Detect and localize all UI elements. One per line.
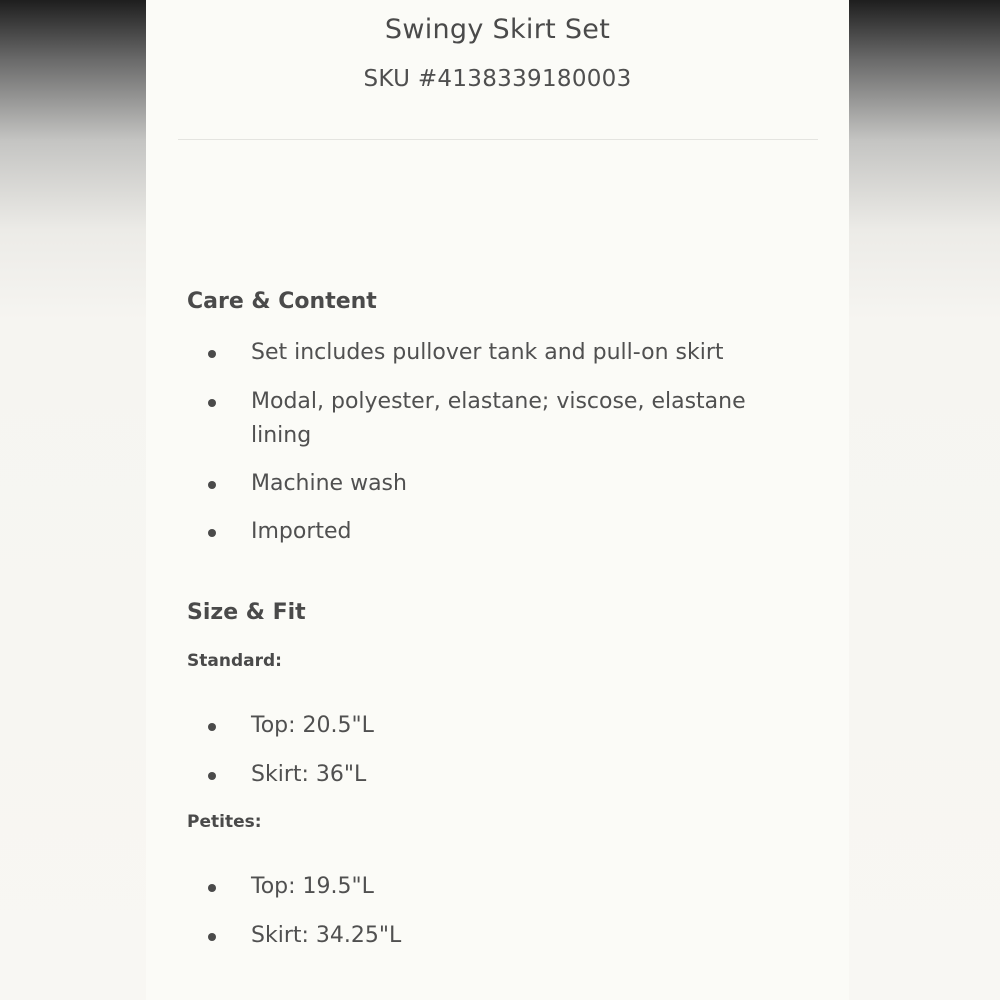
- list-item-text: Set includes pullover tank and pull-on skirt: [251, 340, 724, 365]
- list-item-text: Skirt: 36"L: [251, 762, 367, 787]
- list-item-text: Top: 19.5"L: [251, 874, 374, 899]
- bullet-icon: [208, 399, 216, 407]
- bullet-icon: [208, 481, 216, 489]
- care-content-heading: Care & Content: [187, 289, 377, 314]
- list-item-text: Imported: [251, 519, 352, 544]
- product-title: Swingy Skirt Set: [384, 14, 611, 45]
- product-sku: SKU #4138339180003: [363, 66, 632, 92]
- list-item-text: Machine wash: [251, 471, 407, 496]
- bullet-icon: [208, 529, 216, 537]
- bullet-icon: [208, 350, 216, 358]
- bullet-icon: [208, 772, 216, 780]
- standard-label: Standard:: [187, 651, 282, 671]
- product-details-panel: [146, 0, 849, 1000]
- bullet-icon: [208, 723, 216, 731]
- petites-label: Petites:: [187, 812, 262, 832]
- list-item-text-continued: lining: [251, 423, 312, 448]
- divider: [178, 139, 818, 140]
- size-fit-heading: Size & Fit: [187, 600, 306, 625]
- list-item-text: Skirt: 34.25"L: [251, 923, 402, 948]
- list-item-text: Modal, polyester, elastane; viscose, elastane: [251, 389, 746, 414]
- bullet-icon: [208, 933, 216, 941]
- list-item-text: Top: 20.5"L: [251, 713, 374, 738]
- bullet-icon: [208, 884, 216, 892]
